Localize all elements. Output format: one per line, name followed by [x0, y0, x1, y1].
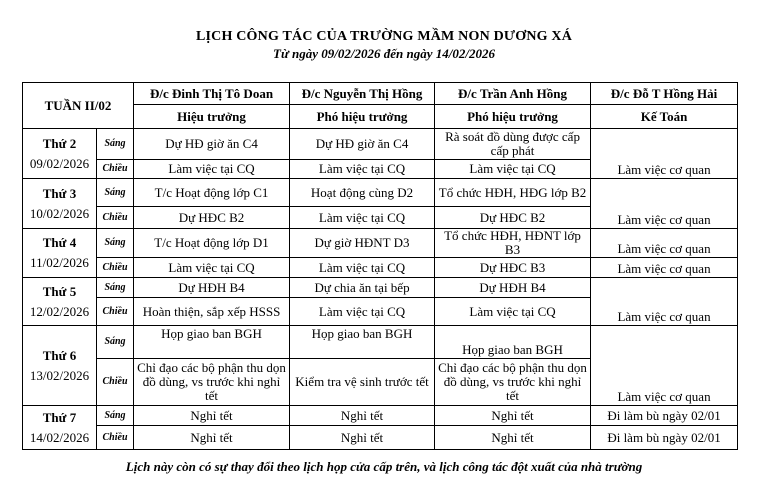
schedule-cell: Nghỉ tết	[435, 406, 591, 426]
day-date: 13/02/2026	[29, 367, 90, 383]
person-name: Đ/c Đinh Thị Tô Doan	[134, 83, 290, 105]
day-date: 10/02/2026	[29, 205, 90, 221]
schedule-cell: Làm việc tại CQ	[290, 258, 435, 278]
schedule-cell: Họp giao ban BGH	[290, 326, 435, 359]
day-name: Thứ 5	[42, 283, 77, 299]
schedule-cell: Dự HĐH B4	[134, 278, 290, 298]
schedule-cell: Dự HĐ giờ ăn C4	[134, 129, 290, 160]
footer-note: Lịch này còn có sự thay đổi theo lịch họp cửa cấp trên, và lịch công tác đột xuất của nhà trường	[125, 459, 643, 474]
day-date: 12/02/2026	[29, 303, 90, 319]
schedule-cell: Làm việc tại CQ	[435, 298, 591, 326]
session-afternoon: Chiều	[97, 426, 134, 450]
session-morning: Sáng	[97, 229, 134, 258]
schedule-cell: Nghỉ tết	[134, 406, 290, 426]
schedule-cell: Dự HĐC B2	[435, 207, 591, 229]
page-subtitle: Từ ngày 09/02/2026 đến ngày 14/02/2026	[273, 46, 495, 61]
person-name: Đ/c Trần Anh Hồng	[435, 83, 591, 105]
schedule-cell: Làm việc tại CQ	[290, 207, 435, 229]
schedule-cell: Dự HĐ giờ ăn C4	[290, 129, 435, 160]
table-row	[23, 179, 738, 207]
session-afternoon: Chiều	[97, 258, 134, 278]
schedule-cell: Làm việc cơ quan	[591, 229, 738, 258]
day-cell	[23, 278, 97, 326]
table-row	[23, 406, 738, 426]
schedule-cell: Họp giao ban BGH	[435, 326, 591, 359]
schedule-cell: Dự HĐC B3	[435, 258, 591, 278]
day-name: Thứ 4	[42, 235, 77, 250]
table-row	[23, 229, 738, 258]
schedule-cell: Làm việc tại CQ	[435, 160, 591, 179]
session-morning: Sáng	[97, 406, 134, 426]
schedule-cell: Làm việc tại CQ	[134, 258, 290, 278]
schedule-cell: Dự chia ăn tại bếp	[290, 278, 435, 298]
table-row	[23, 326, 738, 359]
schedule-cell: Dự giờ HĐNT D3	[290, 229, 435, 258]
schedule-cell: T/c Hoạt động lớp D1	[134, 229, 290, 258]
table-row	[23, 278, 738, 298]
session-afternoon: Chiều	[97, 298, 134, 326]
person-role: Phó hiệu trưởng	[290, 105, 435, 129]
schedule-cell: Làm việc cơ quan	[591, 179, 738, 229]
week-label: TUẦN II/02	[23, 83, 134, 129]
day-cell	[23, 129, 97, 179]
day-cell	[23, 326, 97, 406]
schedule-cell: Tổ chức HĐH, HĐNT lớp B3	[435, 229, 591, 258]
schedule-cell: Đi làm bù ngày 02/01	[591, 426, 738, 450]
session-afternoon: Chiều	[97, 359, 134, 406]
page-title: LỊCH CÔNG TÁC CỦA TRƯỜNG MẦM NON DƯƠNG XÁ	[195, 29, 573, 44]
schedule-cell: Rà soát đồ dùng được cấp cấp phát	[435, 129, 591, 160]
schedule-cell: Chỉ đạo các bộ phận thu dọn đồ dùng, vs trước khi nghỉ tết	[134, 359, 290, 406]
day-name: Thứ 7	[42, 409, 77, 425]
schedule-cell: Làm việc tại CQ	[134, 160, 290, 179]
schedule-table	[22, 82, 738, 450]
schedule-cell: T/c Hoạt động lớp C1	[134, 179, 290, 207]
person-name: Đ/c Nguyễn Thị Hồng	[290, 83, 435, 105]
day-name: Thứ 6	[42, 347, 77, 363]
schedule-cell: Tổ chức HĐH, HĐG lớp B2	[435, 179, 591, 207]
table-row	[23, 129, 738, 160]
person-role: Kế Toán	[591, 105, 738, 129]
schedule-cell: Nghỉ tết	[435, 426, 591, 450]
session-morning: Sáng	[97, 179, 134, 207]
schedule-cell: Hoạt động cùng D2	[290, 179, 435, 207]
person-role: Phó hiệu trưởng	[435, 105, 591, 129]
day-cell	[23, 179, 97, 229]
session-afternoon: Chiều	[97, 160, 134, 179]
session-morning: Sáng	[97, 278, 134, 298]
day-cell	[23, 229, 97, 278]
schedule-cell: Làm việc tại CQ	[290, 160, 435, 179]
schedule-cell: Nghỉ tết	[290, 426, 435, 450]
schedule-cell: Đi làm bù ngày 02/01	[591, 406, 738, 426]
day-name: Thứ 2	[42, 135, 77, 151]
session-morning: Sáng	[97, 326, 134, 359]
schedule-cell: Làm việc cơ quan	[591, 278, 738, 326]
schedule-cell: Làm việc tại CQ	[290, 298, 435, 326]
schedule-cell: Nghỉ tết	[134, 426, 290, 450]
schedule-cell: Dự HĐC B2	[134, 207, 290, 229]
day-name: Thứ 3	[42, 185, 77, 201]
table-row	[23, 258, 738, 278]
person-role: Hiệu trưởng	[134, 105, 290, 129]
person-name: Đ/c Đỗ T Hồng Hải	[591, 83, 738, 105]
session-morning: Sáng	[97, 129, 134, 160]
schedule-cell: Họp giao ban BGH	[134, 326, 290, 359]
day-cell	[23, 406, 97, 450]
schedule-cell: Làm việc cơ quan	[591, 258, 738, 278]
session-afternoon: Chiều	[97, 207, 134, 229]
schedule-cell: Kiểm tra vệ sinh trước tết	[290, 359, 435, 406]
schedule-cell: Làm việc cơ quan	[591, 129, 738, 179]
table-row	[23, 426, 738, 450]
schedule-cell: Hoàn thiện, sắp xếp HSSS	[134, 298, 290, 326]
schedule-cell: Làm việc cơ quan	[591, 326, 738, 406]
schedule-cell: Dự HĐH B4	[435, 278, 591, 298]
day-date: 09/02/2026	[29, 155, 90, 171]
schedule-cell: Chỉ đạo các bộ phận thu dọn đồ dùng, vs trước khi nghỉ tết	[435, 359, 591, 406]
schedule-cell: Nghỉ tết	[290, 406, 435, 426]
day-date: 14/02/2026	[29, 429, 90, 445]
day-date: 11/02/2026	[30, 255, 89, 270]
